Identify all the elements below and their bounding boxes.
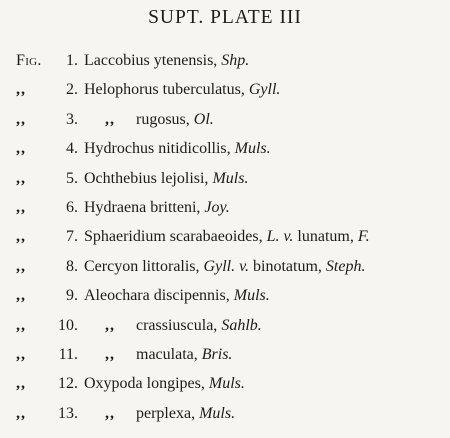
author-name: Sahlb. [221,316,262,334]
species-name [84,193,230,222]
ditto-mark: ,, [16,140,26,158]
figure-number: 12. [58,375,78,393]
figure-number: 10. [58,316,78,334]
species-text: rugosus, [136,110,194,128]
figure-entry [0,222,450,251]
author-name: Shp. [221,52,250,69]
author-name: Gyll. [248,81,281,99]
figure-number: 9. [66,287,78,305]
species-text: Aleochara discipennis, [84,287,234,305]
ditto-mark: ,, [16,169,26,187]
ditto-mark: ,, [16,375,26,393]
ditto-mark: ,, [16,404,26,422]
species-name [84,369,245,398]
species-text: lunatum, [293,228,358,246]
figure-number: 2. [66,81,78,99]
figure-entry [0,340,450,369]
figure-entry [0,164,450,193]
figure-entry [0,46,450,75]
species-name [84,399,235,428]
ditto-mark: ,, [105,110,115,128]
species-name [84,164,248,193]
ditto-mark: ,, [105,404,115,422]
figure-number: 3. [66,110,78,128]
figure-number: 13. [58,404,78,422]
species-text: binotatum, [249,257,326,275]
species-text: perplexa, [136,404,200,422]
author-name: Gyll. v. [203,257,249,275]
species-text: Sphaeridium scarabaeoides, [84,228,267,246]
figure-entry [0,399,450,428]
author-name: Ol. [193,110,214,128]
ditto-mark: ,, [16,110,26,128]
figure-number: 7. [66,228,78,246]
figure-entry [0,134,450,163]
author-name: L. v. [266,228,294,246]
species-name [84,252,365,281]
author-name: Muls. [212,169,249,187]
figure-entry [0,369,450,398]
species-text: maculata, [136,345,202,363]
species-text: Ochthebius lejolisi, [84,169,213,187]
species-name [84,340,232,369]
author-name: Bris. [201,345,233,363]
species-name [84,222,370,251]
plate-title: SUPT. PLATE III [148,7,302,28]
species-name [84,311,262,340]
author-name: F. [357,228,370,246]
author-name: Muls. [199,404,236,422]
ditto-mark: ,, [16,316,26,334]
species-name [84,134,271,163]
ditto-mark: ,, [105,345,115,363]
species-name [84,105,214,134]
figure-entry [0,193,450,222]
ditto-mark: ,, [105,316,115,334]
figure-entry [0,311,450,340]
figure-list [0,46,450,428]
species-name [84,46,249,75]
figure-entry [0,75,450,104]
species-text: Hydraena britteni, [84,198,205,216]
author-name: Muls. [233,287,270,305]
ditto-mark: ,, [16,81,26,99]
species-text: Laccobius ytenensis, [84,52,222,69]
figure-entry [0,105,450,134]
figure-number: 4. [66,140,78,158]
figure-entry [0,281,450,310]
fig-label: Fig. [16,52,42,69]
species-name [84,281,270,310]
species-name [84,75,280,104]
author-name: Steph. [325,257,366,275]
author-name: Joy. [204,198,230,216]
figure-entry [0,252,450,281]
species-text: Cercyon littoralis, [84,257,204,275]
figure-number: 1. [66,52,78,69]
figure-number: 5. [66,169,78,187]
ditto-mark: ,, [16,345,26,363]
species-text: Hydrochus nitidicollis, [84,140,235,158]
species-text: crassiuscula, [136,316,222,334]
figure-number: 8. [66,257,78,275]
species-text: Helophorus tuberculatus, [84,81,249,99]
figure-number: 11. [58,345,78,363]
figure-number: 6. [66,198,78,216]
ditto-mark: ,, [16,287,26,305]
author-name: Muls. [234,140,271,158]
ditto-mark: ,, [16,257,26,275]
ditto-mark: ,, [16,228,26,246]
species-text: Oxypoda longipes, [84,375,209,393]
ditto-mark: ,, [16,198,26,216]
author-name: Muls. [208,375,245,393]
